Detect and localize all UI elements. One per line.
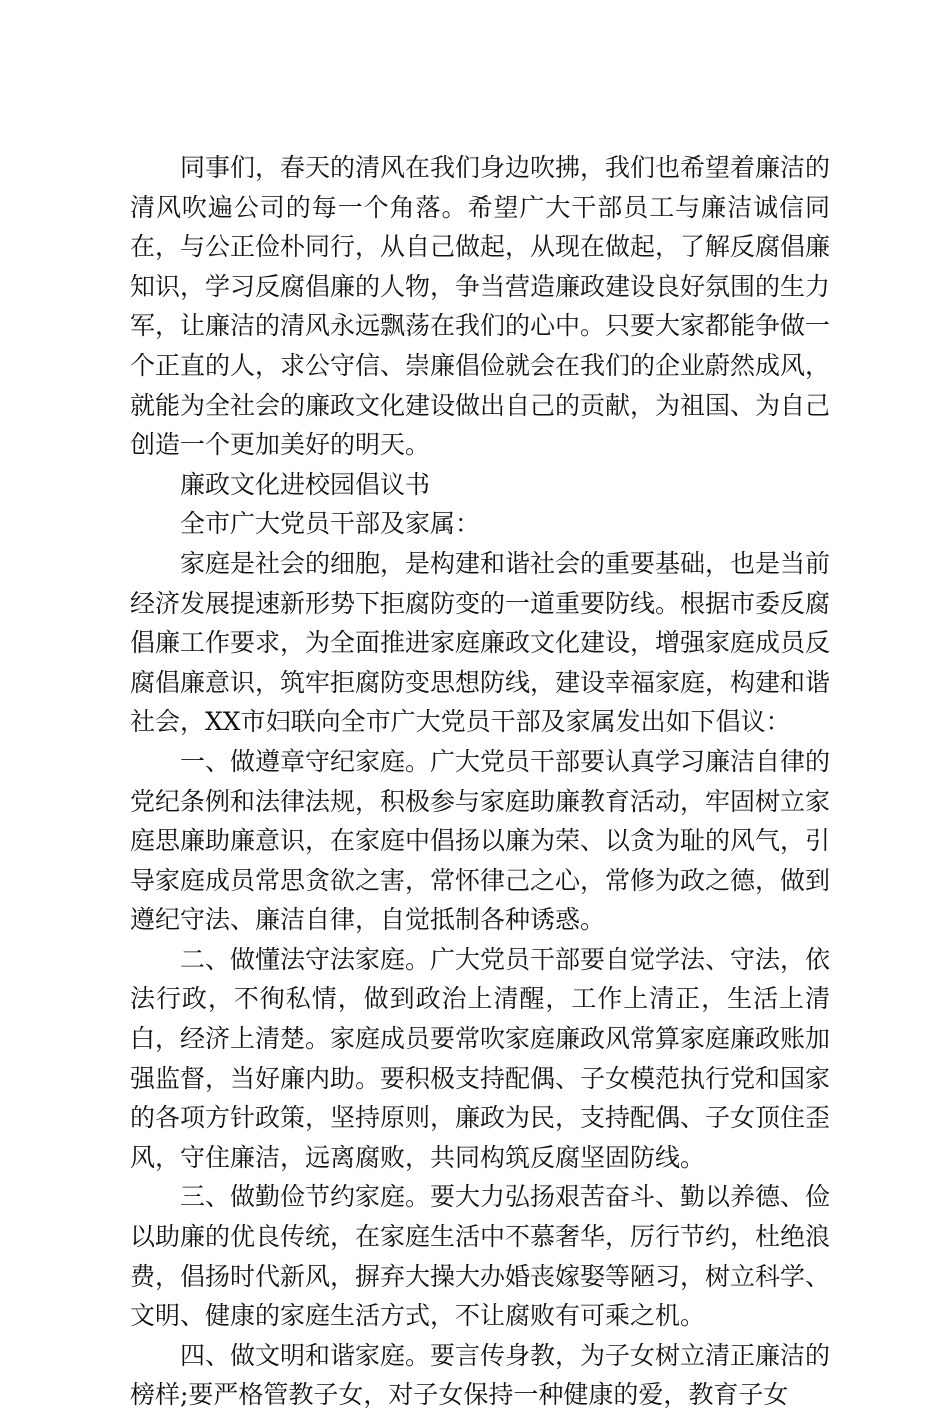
paragraph-closing-appeal: 同事们，春天的清风在我们身边吹拂，我们也希望着廉洁的清风吹遍公司的每一个角落。希望广大干部员工与廉洁诚信同在，与公正俭朴同行，从自己做起，从现在做起，了解反腐倡廉知识，学习反腐倡廉的人物，争当营造廉政建设良好氛围的生力军，让廉洁的清风永远飘荡在我们的心中。只要大家都能争做一个正直的人，求公守信、崇廉倡俭就会在我们的企业蔚然成风，就能为全社会的廉政文化建设做出自己的贡献，为祖国、为自己创造一个更加美好的明天。 [130, 153, 831, 460]
paragraph-salutation: 全市广大党员干部及家属： [180, 509, 481, 539]
paragraph-title: 廉政文化进校园倡议书 [180, 469, 431, 499]
paragraph-item-2: 二、做懂法守法家庭。广大党员干部要自觉学法、守法，依法行政，不徇私情，做到政治上清醒，工作上清正，生活上清白，经济上清楚。家庭成员要常吹家庭廉政风常算家庭廉政账加强监督，当好廉内助。要积极支持配偶、子女模范执行党和国家的各项方针政策，坚持原则，廉政为民，支持配偶、子女顶住歪风，守住廉洁，远离腐败，共同构筑反腐坚固防线。 [130, 944, 831, 1172]
paragraph-item-1: 一、做遵章守纪家庭。广大党员干部要认真学习廉洁自律的党纪条例和法律法规，积极参与家庭助廉教育活动，牢固树立家庭思廉助廉意识，在家庭中倡扬以廉为荣、以贪为耻的风气，引导家庭成员常思贪欲之害，常怀律己之心，常修为政之德，做到遵纪守法、廉洁自律，自觉抵制各种诱惑。 [130, 746, 831, 935]
paragraph-item-4: 四、做文明和谐家庭。要言传身教，为子女树立清正廉洁的榜样;要严格管教子女，对子女保持一种健康的爱，教育子女 [130, 1340, 831, 1410]
document-page [130, 148, 830, 1415]
paragraph-item-3: 三、做勤俭节约家庭。要大力弘扬艰苦奋斗、勤以养德、俭以助廉的优良传统，在家庭生活中不慕奢华，厉行节约，杜绝浪费，倡扬时代新风，摒弃大操大办婚丧嫁娶等陋习，树立科学、文明、健康的家庭生活方式，不让腐败有可乘之机。 [130, 1182, 831, 1331]
paragraph-intro: 家庭是社会的细胞，是构建和谐社会的重要基础，也是当前经济发展提速新形势下拒腐防变的一道重要防线。根据市委反腐倡廉工作要求，为全面推进家庭廉政文化建设，增强家庭成员反腐倡廉意识，筑牢拒腐防变思想防线，建设幸福家庭，构建和谐社会，XX市妇联向全市广大党员干部及家属发出如下倡议： [130, 548, 831, 737]
